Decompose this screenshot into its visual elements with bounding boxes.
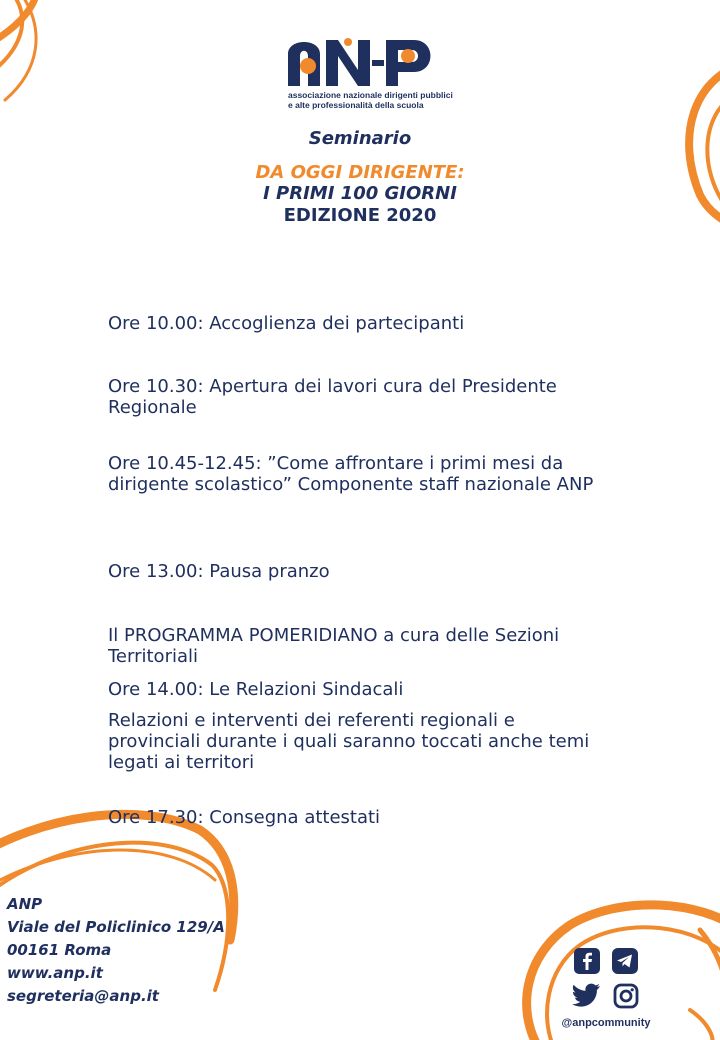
org-name: ANP: [7, 895, 43, 913]
program-item: Il PROGRAMMA POMERIDIANO a cura delle Sezioni Territoriali: [108, 625, 560, 667]
social-handle[interactable]: @anpcommunity: [561, 1017, 651, 1029]
address-street: Viale del Policlinico 129/A: [7, 918, 225, 936]
seminar-title: [0, 162, 720, 204]
facebook-icon[interactable]: [574, 948, 600, 974]
logo-tagline-line2: e alte professionalità della scuola: [288, 100, 424, 110]
address-city: 00161 Roma: [7, 941, 112, 959]
edition-label: EDIZIONE 2020: [283, 205, 437, 226]
title-line-1: DA OGGI DIRIGENTE:: [255, 162, 465, 183]
email-link[interactable]: segreteria@anp.it: [7, 987, 159, 1005]
website-link[interactable]: www.anp.it: [7, 964, 103, 982]
twitter-icon[interactable]: [572, 982, 602, 1008]
title-line-2: I PRIMI 100 GIORNI: [263, 183, 457, 204]
program-item: Ore 10.30: Apertura dei lavori cura del Presidente Regionale: [108, 376, 557, 418]
program-item: Ore 17.30: Consegna attestati: [108, 807, 381, 828]
logo-tagline-line1: associazione nazionale dirigenti pubblici: [288, 90, 453, 100]
program-item: Ore 14.00: Le Relazioni Sindacali: [108, 679, 404, 700]
program-item: Relazioni e interventi dei referenti regionali e provinciali durante i quali saranno toccati anche temi legati ai territori: [108, 710, 590, 773]
program-item: Ore 10.00: Accoglienza dei partecipanti: [108, 313, 465, 334]
telegram-icon[interactable]: [612, 948, 638, 974]
instagram-icon[interactable]: [613, 983, 639, 1009]
program-item: Ore 13.00: Pausa pranzo: [108, 561, 330, 582]
program-item: Ore 10.45-12.45: ”Come affrontare i primi mesi da dirigente scolastico” Componente staff nazionale ANP: [108, 453, 594, 495]
contact-block: [7, 893, 225, 1008]
logo-tagline: [288, 90, 458, 110]
seminar-label: Seminario: [308, 128, 412, 149]
